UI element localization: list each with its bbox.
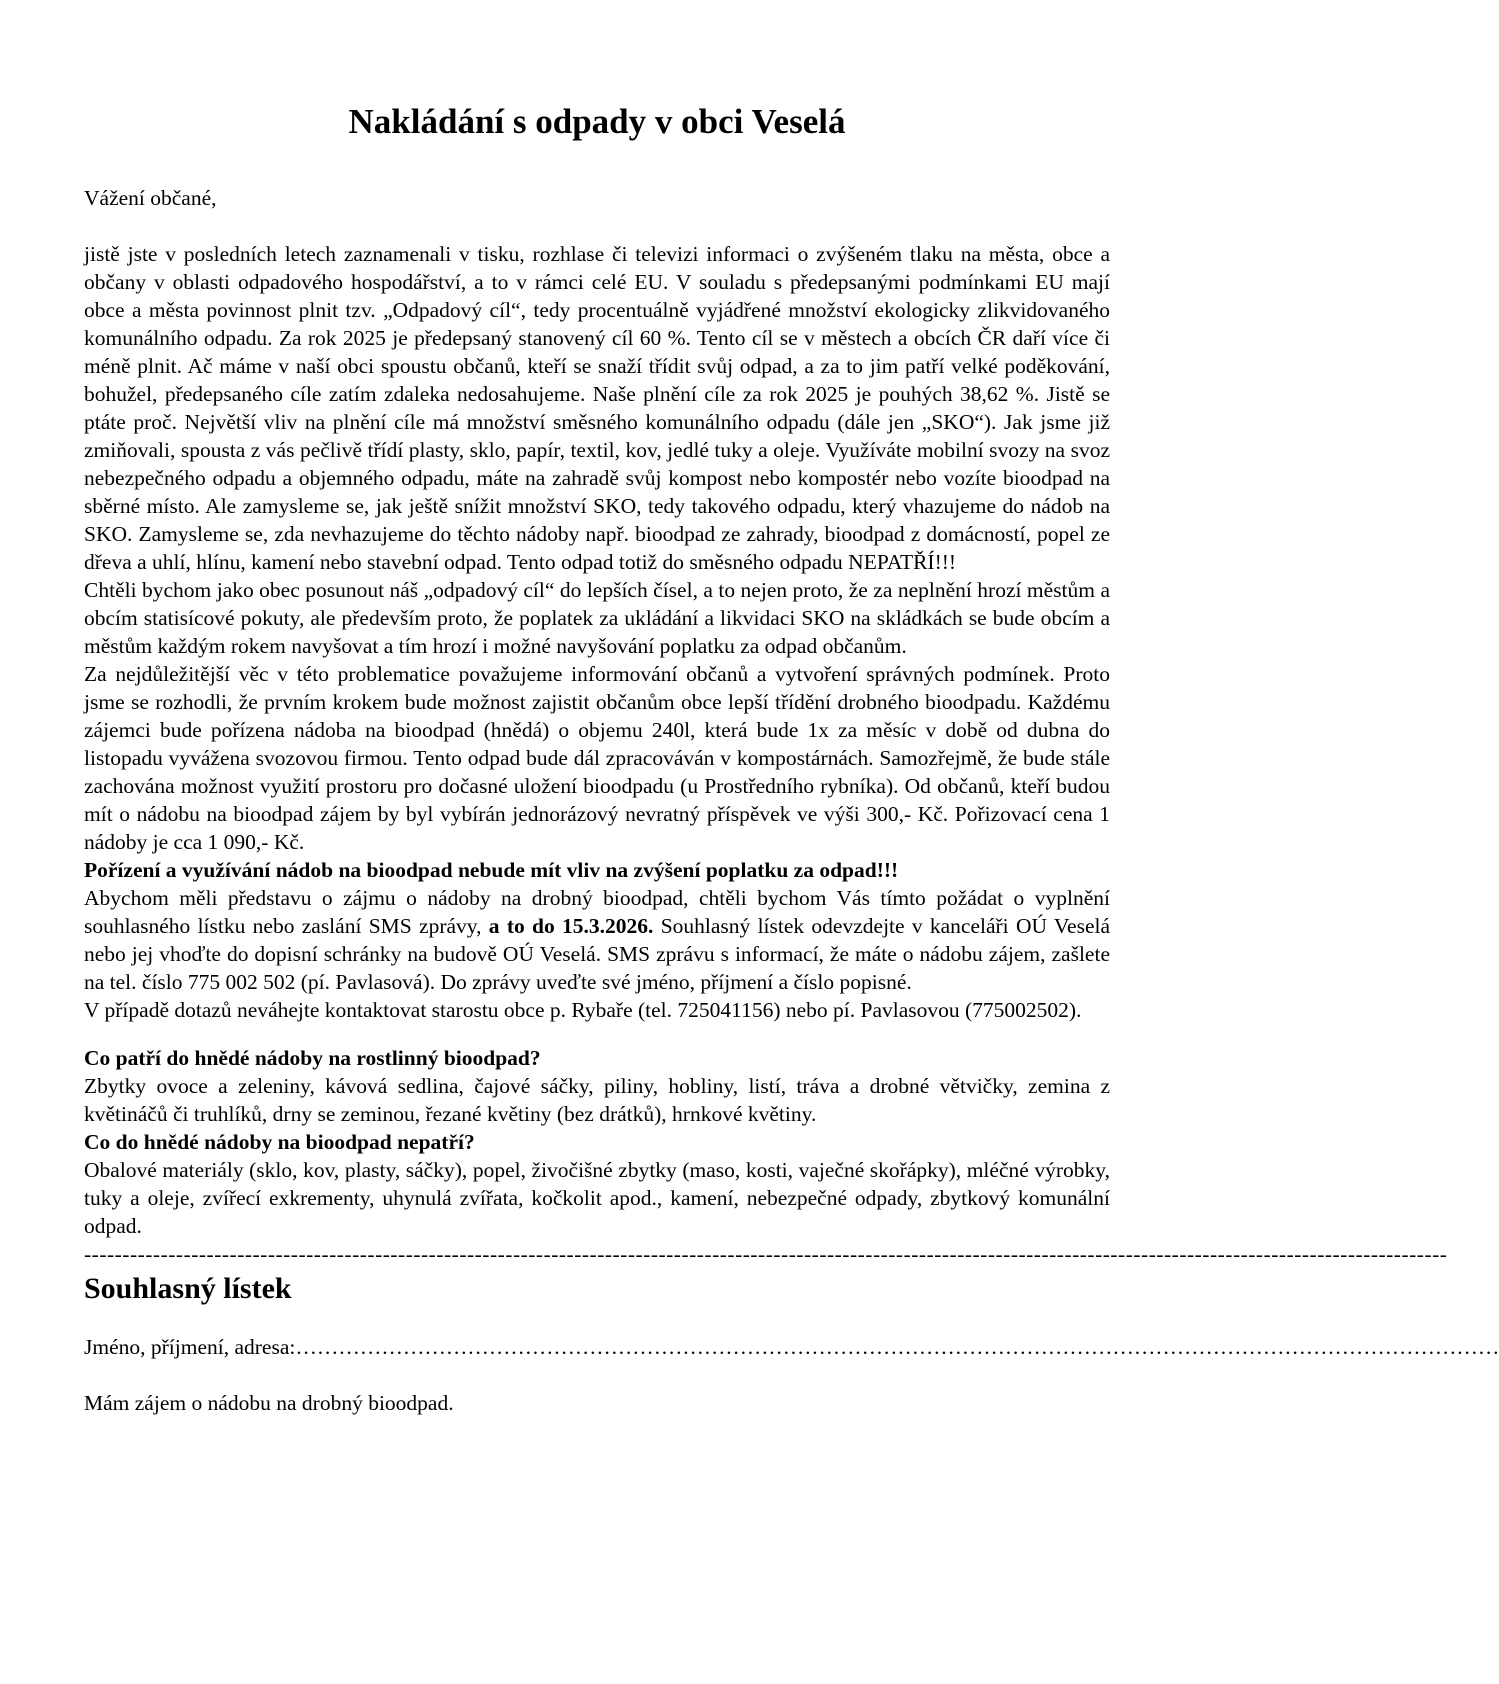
consent-request-text-2: Souhlasný lístek odevzdejte v kanceláři OÚ Veselá nebo jej vhoďte do dopisní schránky na budově OÚ Veselá. SMS zprávu s informací, že máte o nádobu zájem, zašlete na tel. číslo 775 002 502 (pí. Pavlasová). Do zprávy uveďte své jméno, příjmení a číslo popisné. bbox=[84, 914, 1111, 994]
paragraph-intro: jistě jste v posledních letech zaznamenali v tisku, rozhlase či televizi informaci o zvýšeném tlaku na města, obce a občany v oblasti odpadového hospodářství, a to v rámci celé EU. V souladu s předepsanými podmínkami EU mají obce a města povinnost plnit tzv. „Odpadový cíl“, tedy procentuálně vyjádřené množství ekologicky zlikvidovaného komunálního odpadu. Za rok 2025 je předepsaný stanovený cíl 60 %. Tento cíl se v městech a obcích ČR daří více či méně plnit. Ač máme v naší obci spoustu občanů, kteří se snaží třídit svůj odpad, a za to jim patří velké poděkování, bohužel, předepsaného cíle zatím zdaleka nedosahujeme. Naše plnění cíle za rok 2025 je pouhých 38,62 %. Jistě se ptáte proč. Největší vliv na plnění cíle má množství směsného komunálního odpadu (dále jen „SKO“). Jak jsme již zmiňovali, spousta z vás pečlivě třídí plasty, sklo, papír, textil, kov, jedlé tuky a oleje. Využíváte mobilní svozy na svoz nebezpečného odpadu a objemného odpadu, máte na zahradě svůj kompost nebo kompostér nebo vozíte bioodpad na sběrné místo. Ale zamysleme se, jak ještě snížit množství SKO, tedy takového odpadu, který vhazujeme do nádob na SKO. Zamysleme se, zda nevhazujeme do těchto nádoby např. bioodpad ze zahrady, bioodpad z domácností, popel ze dřeva a uhlí, hlínu, kamení nebo stavební odpad. Tento odpad totiž do směsného odpadu NEPATŘÍ!!! bbox=[84, 242, 1110, 574]
heading-what-belongs: Co patří do hnědé nádoby na rostlinný bioodpad? bbox=[84, 1046, 541, 1070]
paragraph-consent-request bbox=[84, 884, 1110, 996]
dotted-fill-line: …………………………………………………………………………………………………………………………………………………… bbox=[295, 1335, 1499, 1359]
body-text-block bbox=[84, 240, 1110, 1024]
notice-no-fee-increase: Pořízení a využívání nádob na bioodpad nebude mít vliv na zvýšení poplatku za odpad!!! bbox=[84, 858, 899, 882]
consent-interest-statement: Mám zájem o nádobu na drobný bioodpad. bbox=[84, 1391, 454, 1415]
paragraph-bio-bin-plan: Za nejdůležitější věc v této problematice považujeme informování občanů a vytvoření správných podmínek. Proto jsme se rozhodli, že prvním krokem bude možnost zajistit občanům obce lepší třídění drobného bioodpadu. Každému zájemci bude pořízena nádoba na bioodpad (hnědá) o objemu 240l, která bude 1x za měsíc v době od dubna do listopadu vyvážena svozovou firmou. Tento odpad bude dál zpracováván v kompostárnách. Samozřejmě, že bude stále zachována možnost využití prostoru pro dočasné uložení bioodpadu (u Prostředního rybníka). Od občanů, kteří budou mít o nádobu na bioodpad zájem by byl vybírán jednorázový nevratný příspěvek ve výši 300,- Kč. Pořizovací cena 1 nádoby je cca 1 090,- Kč. bbox=[84, 662, 1110, 854]
text-what-belongs: Zbytky ovoce a zeleniny, kávová sedlina, čajové sáčky, piliny, hobliny, listí, tráva a drobné větvičky, zemina z květináčů či truhlíků, drny se zeminou, řezané květiny (bez drátků), hrnkové květiny. bbox=[84, 1074, 1110, 1126]
heading-what-not-belongs: Co do hnědé nádoby na bioodpad nepatří? bbox=[84, 1130, 475, 1154]
consent-slip-heading: Souhlasný lístek bbox=[84, 1272, 292, 1305]
consent-name-line bbox=[84, 1333, 1499, 1361]
document-title: Nakládání s odpady v obci Veselá bbox=[348, 102, 846, 141]
paragraph-waste-goal: Chtěli bychom jako obec posunout náš „odpadový cíl“ do lepších čísel, a to nejen proto, že za neplnění hrozí městům a obcím statisícové pokuty, ale především proto, že poplatek za ukládání a likvidaci SKO na skládkách se bude obcím a městům každým rokem navyšovat a tím hrozí i možné navyšování poplatku za odpad občanům. bbox=[84, 578, 1110, 658]
consent-request-deadline: a to do 15.3.2026. bbox=[488, 914, 654, 938]
paragraph-contacts: V případě dotazů neváhejte kontaktovat starostu obce p. Rybaře (tel. 725041156) nebo pí. Pavlasovou (775002502). bbox=[84, 998, 1082, 1022]
greeting-line: Vážení občané, bbox=[84, 186, 217, 210]
name-address-label: Jméno, příjmení, adresa: bbox=[84, 1335, 296, 1359]
consent-request-text-1: Abychom měli představu o zájmu o nádoby na drobný bioodpad, chtěli bychom Vás tímto požádat o vyplnění souhlasného lístku nebo zaslání SMS zprávy, bbox=[84, 886, 1110, 938]
dashed-separator: ---------------------------------------------------------------------------------------------------------------------------------------------------------------------------------- bbox=[84, 1242, 1448, 1266]
text-what-not-belongs: Obalové materiály (sklo, kov, plasty, sáčky), popel, živočišné zbytky (maso, kosti, vaječné skořápky), mléčné výrobky, tuky a oleje, zvířecí exkrementy, uhynulá zvířata, kočkolit apod., kamení, nebezpečné odpady, zbytkový komunální odpad. bbox=[84, 1158, 1110, 1238]
bio-bin-rules-section bbox=[84, 1044, 1110, 1240]
